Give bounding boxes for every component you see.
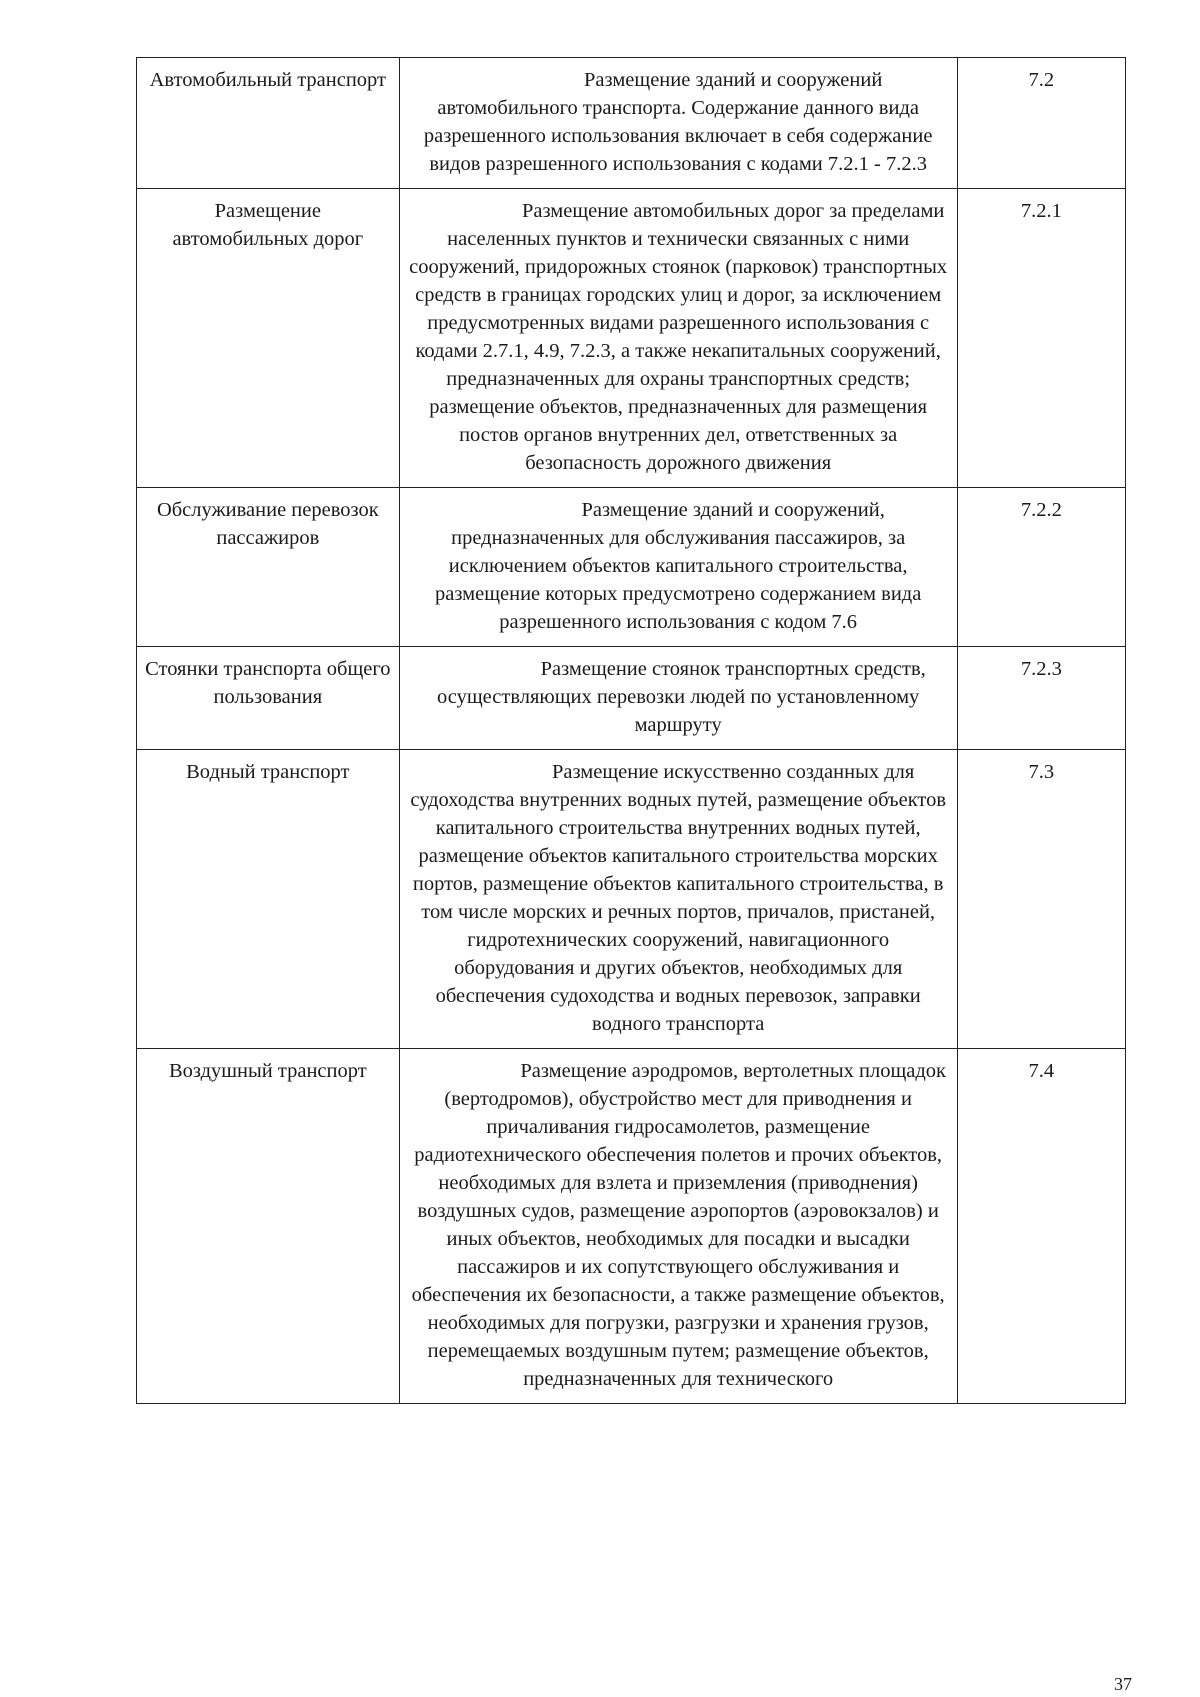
use-description-cell: Размещение автомобильных дорог за пределами населенных пунктов и технически связанных с ними сооружений, придорожных стоянок (парковок) транспортных средств в границах городских улиц и дорог, за исключением предусмотренных видами разрешенного использования с кодами 2.7.1, 4.9, 7.2.3, а также некапитальных сооружений, предназначенных для охраны транспортных средств; размещение объектов, предназначенных для размещения постов органов внутренних дел, ответственных за безопасность дорожного движения bbox=[399, 189, 957, 488]
use-description-cell: Размещение аэродромов, вертолетных площадок (вертодромов), обустройство мест для приводнения и причаливания гидросамолетов, размещение радиотехнического обеспечения полетов и прочих объектов, необходимых для взлета и приземления (приводнения) воздушных судов, размещение аэропортов (аэровокзалов) и иных объектов, необходимых для посадки и высадки пассажиров и их сопутствующего обслуживания и обеспечения их безопасности, а также размещение объектов, необходимых для погрузки, разгрузки и хранения грузов, перемещаемых воздушным путем; размещение объектов, предназначенных для технического bbox=[399, 1049, 957, 1404]
use-description-cell: Размещение зданий и сооружений автомобильного транспорта. Содержание данного вида разрешенного использования включает в себя содержание видов разрешенного использования с кодами 7.2.1 - 7.2.3 bbox=[399, 58, 957, 189]
use-name-cell: Воздушный транспорт bbox=[137, 1049, 400, 1404]
use-code-cell: 7.2 bbox=[957, 58, 1125, 189]
use-code-cell: 7.2.3 bbox=[957, 647, 1125, 750]
use-description-cell: Размещение зданий и сооружений, предназначенных для обслуживания пассажиров, за исключением объектов капитального строительства, размещение которых предусмотрено содержанием вида разрешенного использования с кодом 7.6 bbox=[399, 488, 957, 647]
table-row bbox=[137, 189, 1126, 488]
use-code-cell: 7.2.2 bbox=[957, 488, 1125, 647]
page-number: 37 bbox=[1114, 1674, 1132, 1694]
use-name-cell: Стоянки транспорта общего пользования bbox=[137, 647, 400, 750]
use-description-cell: Размещение искусственно созданных для судоходства внутренних водных путей, размещение объектов капитального строительства внутренних водных путей, размещение объектов капитального строительства морских портов, размещение объектов капитального строительства, в том числе морских и речных портов, причалов, пристаней, гидротехнических сооружений, навигационного оборудования и других объектов, необходимых для обеспечения судоходства и водных перевозок, заправки водного транспорта bbox=[399, 750, 957, 1049]
use-code-cell: 7.4 bbox=[957, 1049, 1125, 1404]
land-use-table bbox=[136, 57, 1126, 1404]
table-row bbox=[137, 58, 1126, 189]
table-row bbox=[137, 647, 1126, 750]
table-row bbox=[137, 488, 1126, 647]
use-name-cell: Размещение автомобильных дорог bbox=[137, 189, 400, 488]
use-code-cell: 7.3 bbox=[957, 750, 1125, 1049]
use-code-cell: 7.2.1 bbox=[957, 189, 1125, 488]
use-description-cell: Размещение стоянок транспортных средств, осуществляющих перевозки людей по установленному маршруту bbox=[399, 647, 957, 750]
use-name-cell: Водный транспорт bbox=[137, 750, 400, 1049]
table-row bbox=[137, 1049, 1126, 1404]
table-row bbox=[137, 750, 1126, 1049]
use-name-cell: Автомобильный транспорт bbox=[137, 58, 400, 189]
use-name-cell: Обслуживание перевозок пассажиров bbox=[137, 488, 400, 647]
